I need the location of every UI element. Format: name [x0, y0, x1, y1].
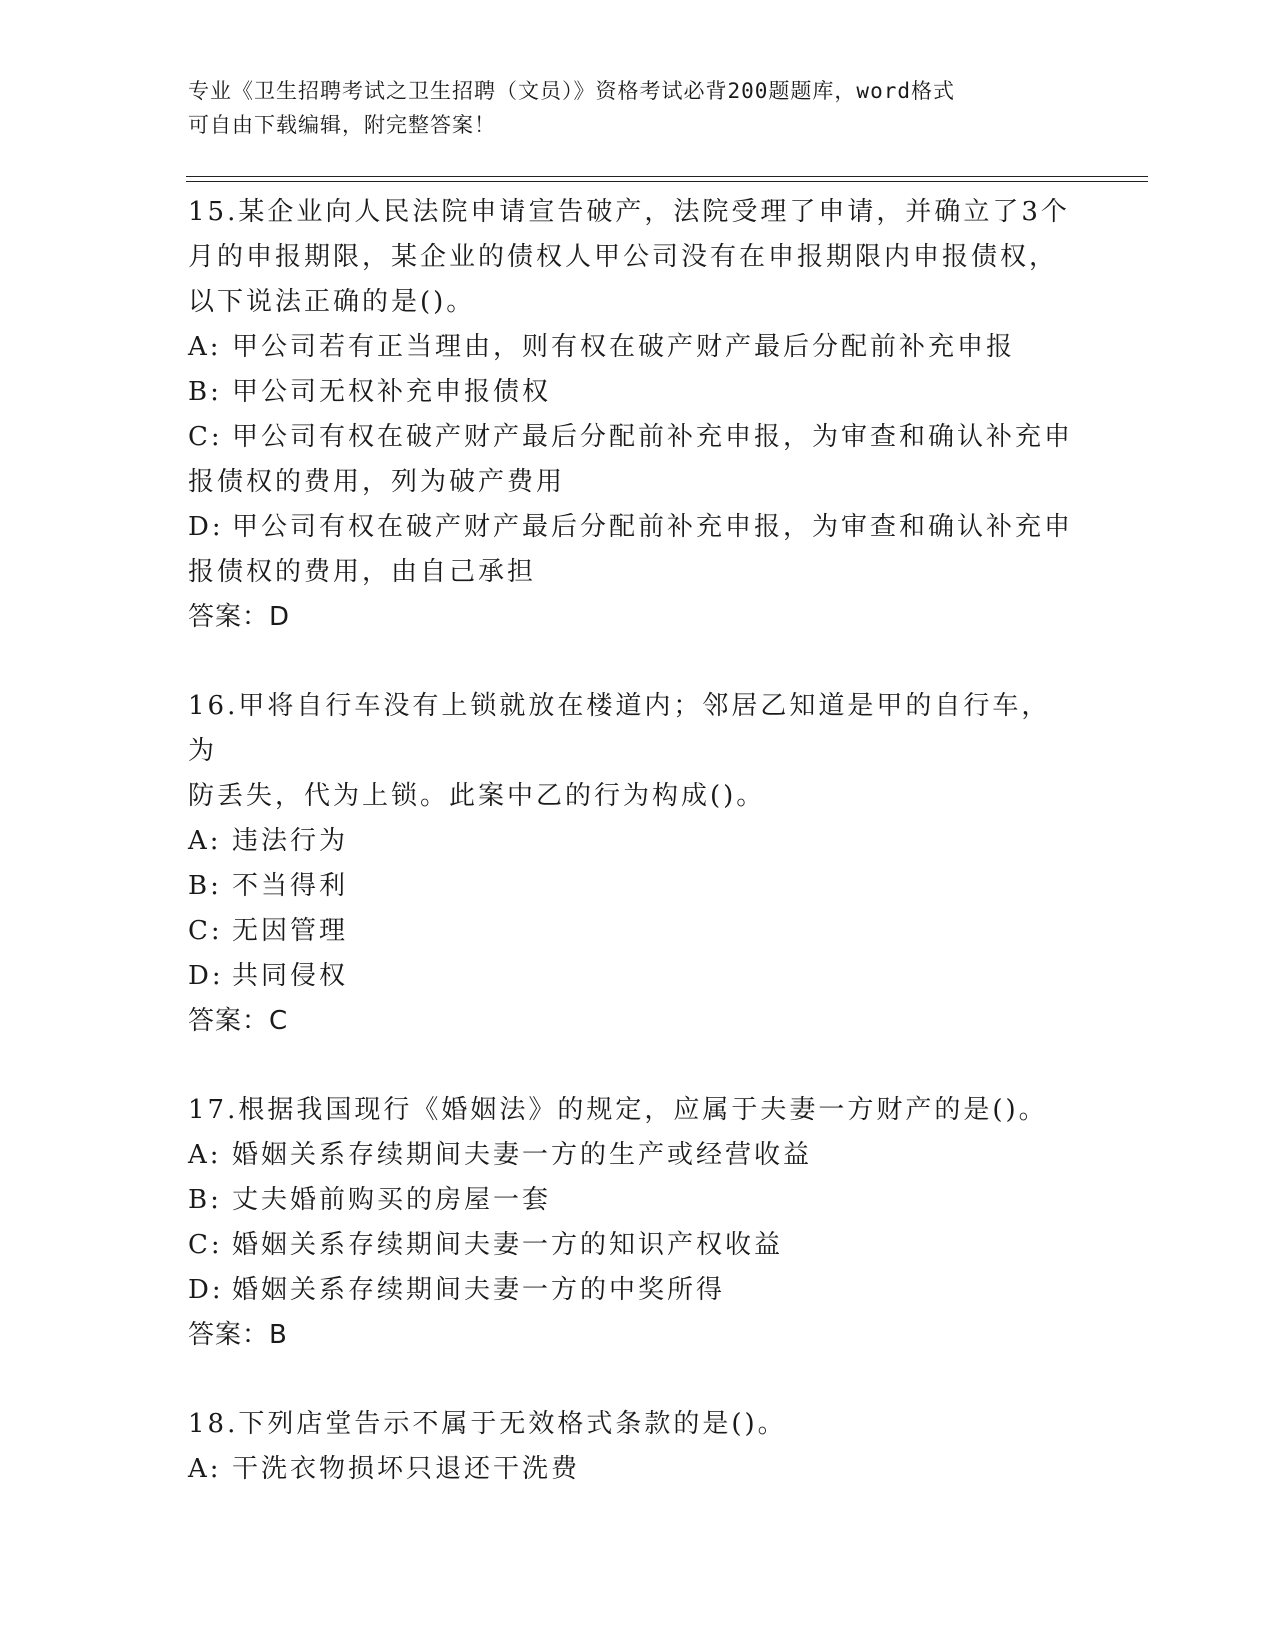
question-block: [188, 190, 1078, 640]
option-line: [188, 1133, 1078, 1178]
option-line: [188, 1223, 1078, 1268]
option-text: 甲公司有权在破产财产最后分配前补充申报，为审查和确认补充申: [232, 512, 1074, 542]
answer-line: 答案：B: [188, 1320, 288, 1350]
option-line: [188, 1268, 1078, 1313]
option-text: 婚姻关系存续期间夫妻一方的生产或经营收益: [232, 1140, 813, 1170]
question-block: [188, 1402, 1078, 1492]
question-stem-line: 17.根据我国现行《婚姻法》的规定，应属于夫妻一方财产的是()。: [188, 1095, 1048, 1125]
option-text: 婚姻关系存续期间夫妻一方的知识产权收益: [232, 1230, 784, 1260]
option-line: [188, 550, 1078, 595]
option-text: 无因管理: [232, 916, 349, 946]
option-text: 丈夫婚前购买的房屋一套: [232, 1185, 552, 1215]
answer-line: 答案：C: [188, 1006, 289, 1036]
option-text: 甲公司若有正当理由，则有权在破产财产最后分配前补充申报: [232, 332, 1016, 362]
header-line-1: 专业《卫生招聘考试之卫生招聘（文员）》资格考试必背200题题库，word格式: [188, 79, 955, 103]
option-line: [188, 370, 1078, 415]
header-divider-top: [186, 176, 1148, 177]
option-key: C:: [188, 916, 223, 946]
option-key: A:: [188, 332, 222, 362]
option-text: 违法行为: [232, 826, 349, 856]
question-block: [188, 1088, 1078, 1358]
option-key: C:: [188, 422, 223, 452]
option-key: B:: [188, 377, 222, 407]
option-text: 共同侵权: [232, 961, 349, 991]
option-key: A:: [188, 1454, 222, 1484]
option-line: [188, 1447, 1078, 1492]
option-text: 不当得利: [232, 871, 349, 901]
option-key: A:: [188, 1140, 222, 1170]
option-key: D:: [188, 1275, 224, 1305]
option-key: D:: [188, 961, 224, 991]
option-line: [188, 864, 1078, 909]
option-text: 甲公司无权补充申报债权: [232, 377, 552, 407]
option-key: B:: [188, 1185, 222, 1215]
question-list: [188, 190, 1078, 1536]
option-text: 报债权的费用，由自己承担: [188, 557, 537, 587]
option-key: C:: [188, 1230, 223, 1260]
question-stem-line: 以下说法正确的是()。: [188, 287, 476, 317]
option-text: 婚姻关系存续期间夫妻一方的中奖所得: [232, 1275, 726, 1305]
option-line: [188, 325, 1078, 370]
option-line: [188, 819, 1078, 864]
option-text: 甲公司有权在破产财产最后分配前补充申报，为审查和确认补充申: [232, 422, 1074, 452]
question-block: [188, 684, 1078, 1044]
question-stem-line: 月的申报期限，某企业的债权人甲公司没有在申报期限内申报债权，: [188, 242, 1059, 272]
option-line: [188, 909, 1078, 954]
option-text: 干洗衣物损坏只退还干洗费: [232, 1454, 581, 1484]
header-line-2: 可自由下载编辑，附完整答案！: [188, 113, 496, 137]
option-key: D:: [188, 512, 224, 542]
option-line: [188, 954, 1078, 999]
question-stem-line: 防丢失，代为上锁。此案中乙的行为构成()。: [188, 781, 766, 811]
option-line: [188, 1178, 1078, 1223]
option-key: B:: [188, 871, 222, 901]
option-line: [188, 505, 1078, 550]
question-stem-line: 15.某企业向人民法院申请宣告破产，法院受理了申请，并确立了3个: [188, 197, 1070, 227]
question-stem-line: 18.下列店堂告示不属于无效格式条款的是()。: [188, 1409, 787, 1439]
option-line: [188, 415, 1078, 460]
option-key: A:: [188, 826, 222, 856]
answer-line: 答案：D: [188, 602, 291, 632]
option-line: [188, 460, 1078, 505]
question-stem-line: 16.甲将自行车没有上锁就放在楼道内；邻居乙知道是甲的自行车，为: [188, 691, 1051, 766]
header-divider-bottom: [186, 181, 1148, 182]
option-text: 报债权的费用，列为破产费用: [188, 467, 566, 497]
document-header: [188, 74, 1068, 142]
